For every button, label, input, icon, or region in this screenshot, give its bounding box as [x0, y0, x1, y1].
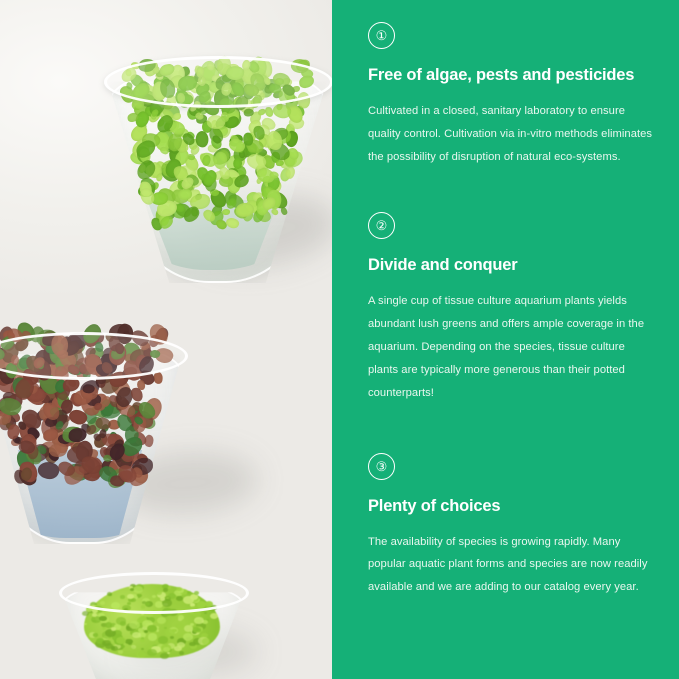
moss-fleck: [175, 623, 184, 630]
cup-red-purple-plants: [0, 320, 178, 550]
step-number-1: ①: [368, 22, 395, 49]
feature-title-1: Free of algae, pests and pesticides: [368, 66, 635, 84]
moss-fleck: [116, 617, 126, 624]
feature-block-3: [368, 453, 655, 599]
moss-fleck: [148, 633, 157, 640]
cup-green-moss: [62, 566, 240, 679]
moss-fleck: [99, 616, 106, 622]
leaf: [220, 111, 228, 122]
moss-fleck: [196, 628, 201, 632]
moss-fleck: [111, 646, 117, 651]
step-number-3: ③: [368, 453, 395, 480]
moss-fleck: [147, 649, 157, 657]
moss-fleck: [118, 650, 123, 653]
moss-fleck: [84, 623, 87, 625]
moss-fleck: [204, 612, 207, 614]
moss-fleck: [189, 642, 195, 647]
feature-list-panel: [332, 0, 679, 679]
feature-body-3: The availability of species is growing rapidly. Many popular aquatic plant forms and species are now readily available and we are adding to our catalog every year.: [368, 535, 648, 594]
moss-fleck: [210, 613, 218, 619]
leaf: [222, 209, 230, 215]
moss-fleck: [128, 642, 132, 645]
feature-blocks: [368, 22, 655, 599]
moss-fleck: [160, 653, 168, 659]
moss-fleck: [163, 647, 170, 652]
step-number-2: ②: [368, 212, 395, 239]
moss-fleck: [157, 617, 166, 624]
moss-fleck: [93, 633, 98, 636]
moss-fleck: [183, 633, 193, 641]
moss-fleck: [140, 639, 145, 643]
cup-rim: [104, 56, 332, 108]
feature-title-2: Divide and conquer: [368, 256, 518, 275]
cup-rim: [59, 572, 249, 614]
moss-fleck: [111, 627, 116, 631]
moss-fleck: [141, 648, 144, 650]
moss-fleck: [195, 619, 201, 623]
moss-fleck: [158, 636, 168, 643]
cup-bright-green-plants: [108, 42, 323, 282]
moss-fleck: [129, 621, 140, 629]
moss-fleck: [131, 645, 136, 649]
moss-fleck: [177, 642, 185, 648]
moss-fleck: [132, 632, 141, 639]
moss-fleck: [179, 651, 184, 655]
moss-fleck: [102, 640, 111, 647]
moss-fleck: [178, 615, 184, 620]
feature-body-1: Cultivated in a closed, sanitary laboratory to ensure quality control. Cultivation via in-vitro methods eliminates the possibility of disruption of natural eco-systems.: [368, 104, 653, 163]
feature-block-2: [368, 212, 655, 404]
leaf: [173, 112, 183, 120]
moss-fleck: [136, 651, 146, 659]
feature-body-2: A single cup of tissue culture aquarium plants yields abundant lush greens and offers ample coverage in the aquarium. Depending on the species, tissue culture plants are typically more generous than their potted counterparts!: [368, 295, 645, 399]
product-photo: [0, 0, 332, 679]
moss-fleck: [184, 625, 193, 632]
moss-fleck: [170, 636, 174, 639]
moss-fleck: [202, 638, 210, 644]
feature-title-3: Plenty of choices: [368, 496, 501, 515]
feature-block-1: [368, 22, 655, 168]
